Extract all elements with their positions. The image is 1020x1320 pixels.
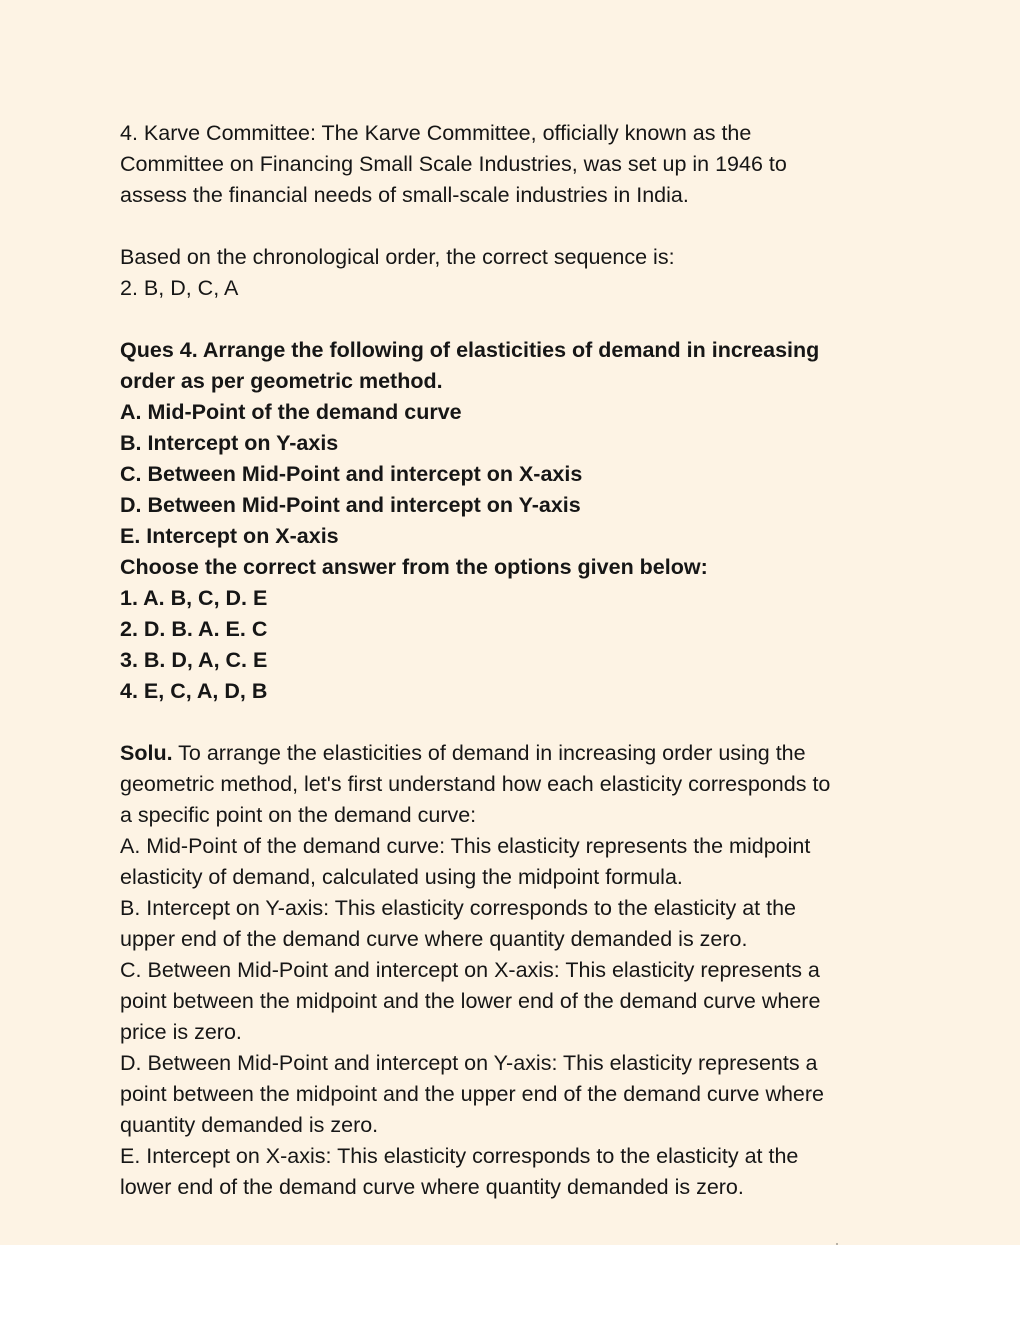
paragraph-gap bbox=[120, 304, 910, 335]
text-line: Committee on Financing Small Scale Industries, was set up in 1946 to bbox=[120, 152, 787, 176]
solution-first-line-text: To arrange the elasticities of demand in increasing order using the bbox=[172, 741, 806, 765]
solution-line: B. Intercept on Y-axis: This elasticity corresponds to the elasticity at the bbox=[120, 896, 797, 920]
sequence-intro: Based on the chronological order, the correct sequence is: bbox=[120, 245, 675, 269]
answer-option: 1. A. B, C, D. E bbox=[120, 586, 268, 610]
solution-first-line bbox=[120, 738, 910, 769]
karve-committee-paragraph bbox=[120, 118, 910, 211]
sequence-paragraph bbox=[120, 242, 910, 304]
question-item: B. Intercept on Y-axis bbox=[120, 431, 339, 455]
question-title-line: Ques 4. Arrange the following of elasticities of demand in increasing bbox=[120, 338, 820, 362]
solution-line: A. Mid-Point of the demand curve: This elasticity represents the midpoint bbox=[120, 834, 811, 858]
solution-line: point between the midpoint and the lower end of the demand curve where bbox=[120, 989, 821, 1013]
paragraph-gap bbox=[120, 211, 910, 242]
text-line: 4. Karve Committee: The Karve Committee, officially known as the bbox=[120, 121, 752, 145]
question-prompt: Choose the correct answer from the options given below: bbox=[120, 555, 708, 579]
solution-line: price is zero. bbox=[120, 1020, 242, 1044]
solution-block bbox=[120, 738, 910, 1203]
answer-option: 4. E, C, A, D, B bbox=[120, 679, 268, 703]
text-line: assess the financial needs of small-scale industries in India. bbox=[120, 183, 689, 207]
paragraph-gap bbox=[120, 707, 910, 738]
solution-line: elasticity of demand, calculated using the midpoint formula. bbox=[120, 865, 683, 889]
answer-option: 2. D. B. A. E. C bbox=[120, 617, 268, 641]
solution-line: point between the midpoint and the upper end of the demand curve where bbox=[120, 1082, 825, 1106]
solution-line: C. Between Mid-Point and intercept on X-axis: This elasticity represents a bbox=[120, 958, 820, 982]
page-speck bbox=[836, 1243, 838, 1245]
question-block bbox=[120, 335, 910, 707]
answer-option: 3. B. D, A, C. E bbox=[120, 648, 268, 672]
solution-line: E. Intercept on X-axis: This elasticity corresponds to the elasticity at the bbox=[120, 1144, 799, 1168]
solution-line: lower end of the demand curve where quantity demanded is zero. bbox=[120, 1175, 744, 1199]
question-title-line: order as per geometric method. bbox=[120, 369, 443, 393]
question-item: C. Between Mid-Point and intercept on X-axis bbox=[120, 462, 583, 486]
question-item: E. Intercept on X-axis bbox=[120, 524, 339, 548]
solution-line: D. Between Mid-Point and intercept on Y-axis: This elasticity represents a bbox=[120, 1051, 818, 1075]
question-item: A. Mid-Point of the demand curve bbox=[120, 400, 462, 424]
solution-line: geometric method, let's first understand how each elasticity corresponds to bbox=[120, 772, 831, 796]
question-item: D. Between Mid-Point and intercept on Y-axis bbox=[120, 493, 581, 517]
solution-line: a specific point on the demand curve: bbox=[120, 803, 477, 827]
sequence-answer: 2. B, D, C, A bbox=[120, 276, 239, 300]
solution-line: upper end of the demand curve where quantity demanded is zero. bbox=[120, 927, 748, 951]
solution-line: quantity demanded is zero. bbox=[120, 1113, 379, 1137]
page-content bbox=[120, 118, 910, 1203]
solution-label: Solu. bbox=[120, 741, 173, 765]
